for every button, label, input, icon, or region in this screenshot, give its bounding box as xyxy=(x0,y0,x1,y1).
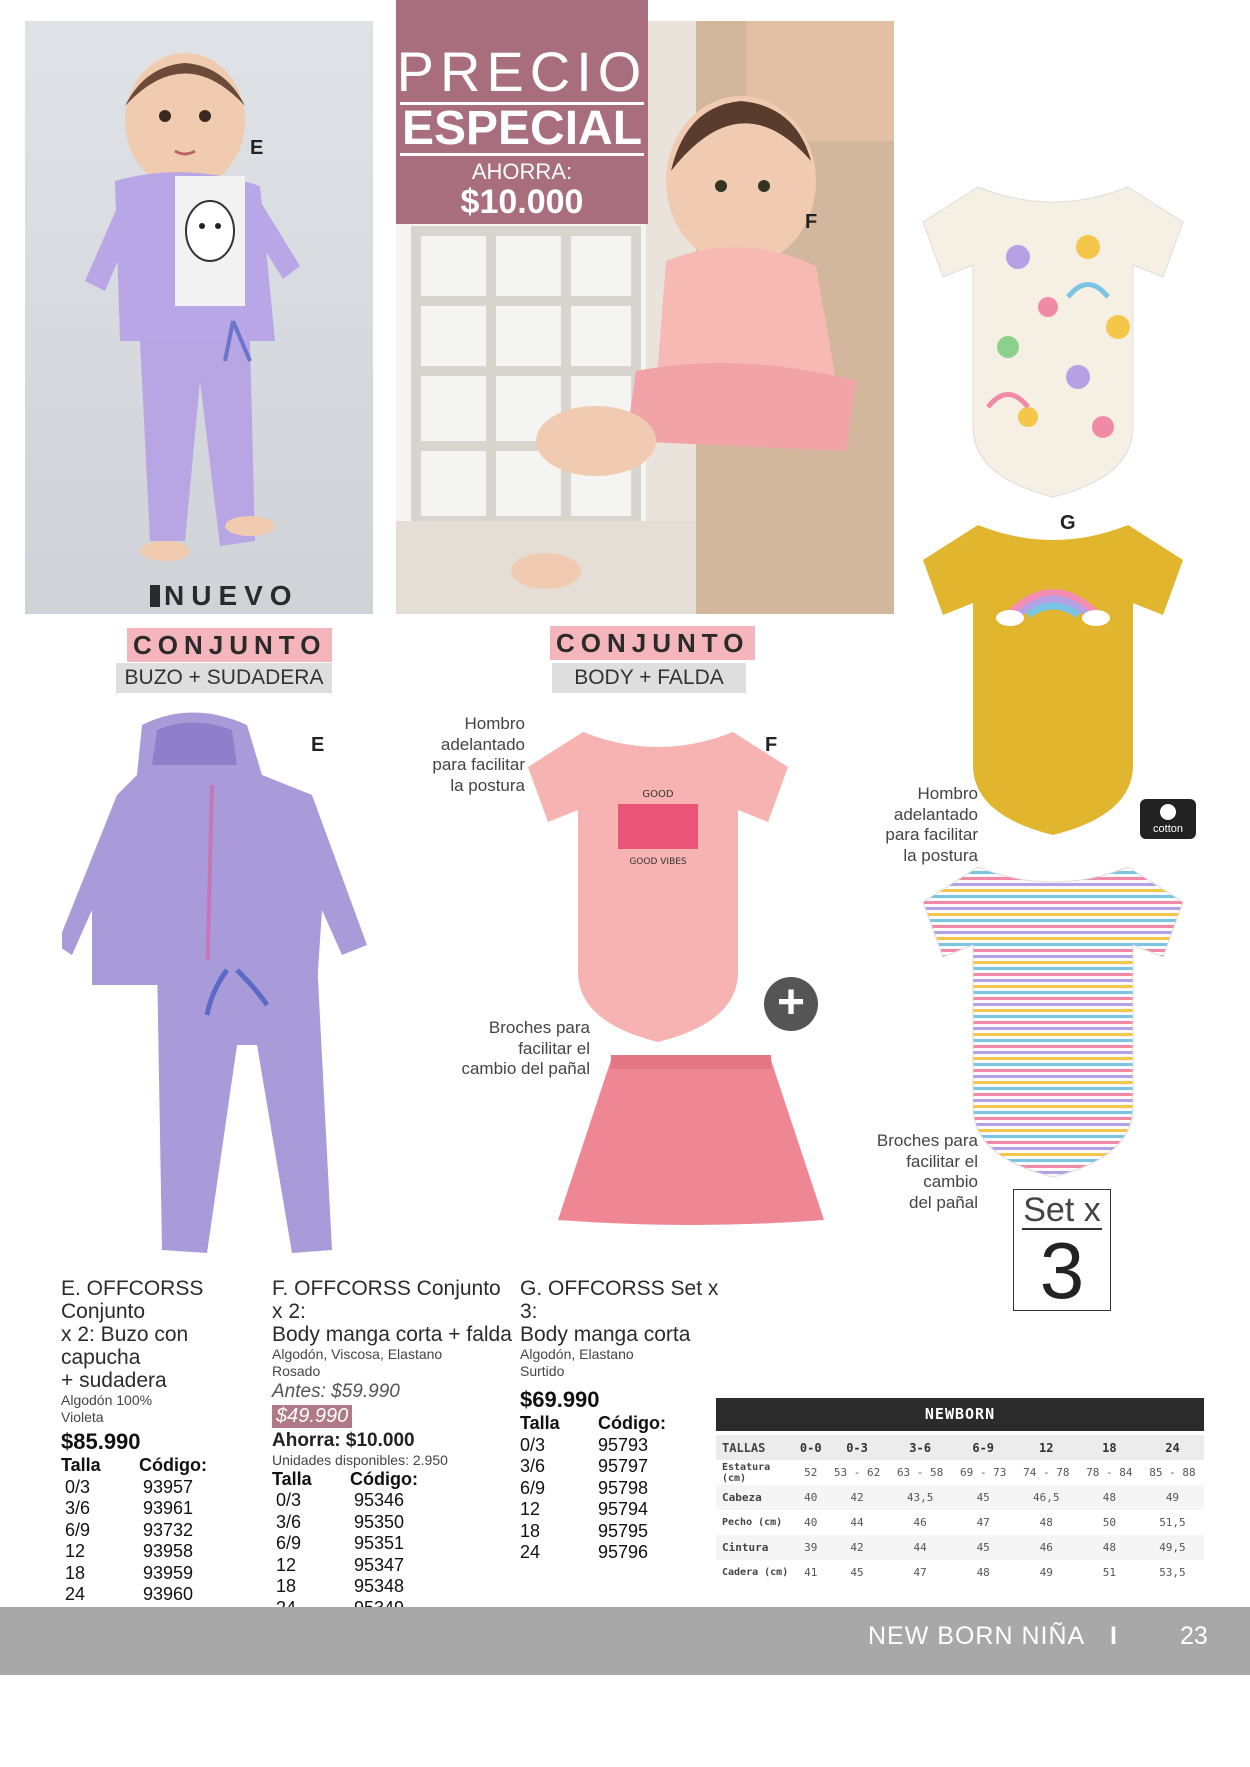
size-cell: 48 xyxy=(976,1566,990,1579)
note-line: Hombro xyxy=(917,784,978,803)
set-x3-badge xyxy=(1013,1189,1111,1315)
code-row xyxy=(272,1555,512,1577)
size-chart xyxy=(716,1398,1204,1585)
size-cell: 53,5 xyxy=(1159,1566,1186,1579)
product-f-title xyxy=(272,1277,512,1346)
hoodie-set-image xyxy=(62,705,382,1265)
note-line: para facilitar xyxy=(432,755,525,774)
size-cell: 41 xyxy=(804,1566,818,1579)
product-e-color: Violeta xyxy=(61,1408,104,1425)
set-x3-number: 3 xyxy=(1039,1226,1085,1315)
size-cell: 44 xyxy=(913,1541,927,1554)
size: 6/9 xyxy=(65,1519,91,1540)
product-g-price: $69.990 xyxy=(520,1387,600,1412)
size: 3/6 xyxy=(65,1498,91,1518)
size-chart-title: NEWBORN xyxy=(716,1398,1204,1431)
code: 95350 xyxy=(354,1511,405,1532)
code: 95796 xyxy=(598,1542,649,1562)
size-cell: 45 xyxy=(976,1541,990,1554)
size-cell: 50 xyxy=(1102,1516,1116,1529)
set-e-title: CONJUNTO xyxy=(127,628,332,662)
size-header-cell: 0-3 xyxy=(846,1440,868,1455)
svg-text:GOOD VIBES: GOOD VIBES xyxy=(629,857,687,867)
code-row xyxy=(272,1576,512,1598)
product-g-color: Surtido xyxy=(520,1362,565,1379)
product-title-line: x 2: Buzo con capucha xyxy=(61,1323,189,1369)
product-f-units: Unidades disponibles: 2.950 xyxy=(272,1452,448,1468)
plus-icon: + xyxy=(764,977,818,1031)
size-cell: 74 - 78 xyxy=(1023,1466,1070,1479)
codes-header xyxy=(272,1469,512,1491)
product-letter-f: F xyxy=(765,734,778,756)
note-line: adelantado xyxy=(893,804,978,824)
footer-separator: I xyxy=(1110,1622,1117,1650)
size: 18 xyxy=(276,1576,297,1596)
set-f-subtitle: BODY + FALDA xyxy=(552,663,746,693)
codigo-label: Código: xyxy=(139,1455,207,1475)
badge-line-ahorra: AHORRA: xyxy=(471,159,573,184)
codigo-label: Código: xyxy=(350,1468,418,1489)
note-line: cambio del pañal xyxy=(461,1059,590,1078)
code-row xyxy=(61,1584,266,1606)
badge-line-amount: $10.000 xyxy=(460,183,584,221)
code-row xyxy=(61,1520,266,1542)
size-cell: 51 xyxy=(1102,1566,1116,1579)
code-row xyxy=(272,1490,512,1512)
size-cell: 45 xyxy=(850,1566,864,1579)
size-chart-header-row xyxy=(716,1435,1204,1460)
size-header-cell: 24 xyxy=(1165,1440,1180,1455)
nuevo-text: NUEVO xyxy=(164,580,299,611)
size-cell: 40 xyxy=(804,1516,818,1529)
size-chart-row xyxy=(716,1535,1204,1560)
note-hombro-g xyxy=(860,784,978,866)
size-cell: 47 xyxy=(976,1516,990,1529)
size-cell: 46 xyxy=(913,1516,927,1529)
size-row-label: Estatura (cm) xyxy=(722,1461,771,1484)
size: 12 xyxy=(65,1541,86,1561)
code-row xyxy=(520,1478,720,1500)
code: 95794 xyxy=(598,1499,649,1519)
note-broches-g xyxy=(850,1131,978,1213)
baby-lilac-illustration xyxy=(25,21,373,614)
size-cell: 53 - 62 xyxy=(833,1466,881,1479)
size-cell: 40 xyxy=(804,1491,818,1504)
product-e-codes xyxy=(61,1455,266,1606)
size-chart-row xyxy=(716,1485,1204,1510)
code-row xyxy=(272,1512,512,1534)
product-f-codes xyxy=(272,1469,512,1620)
note-line: Broches para xyxy=(876,1131,978,1150)
code-row xyxy=(61,1563,266,1585)
size-cell: 78 - 84 xyxy=(1086,1466,1133,1479)
size-row-label: Cadera (cm) xyxy=(722,1567,789,1578)
size-cell: 45 xyxy=(976,1491,990,1504)
size-cell: 48 xyxy=(1102,1541,1116,1554)
size-row-label: Pecho (cm) xyxy=(722,1517,783,1528)
product-title-line: + sudadera xyxy=(61,1369,167,1392)
product-g-codes xyxy=(520,1413,720,1564)
code-row xyxy=(61,1498,266,1520)
size: 12 xyxy=(276,1554,297,1575)
talla-label: Talla xyxy=(61,1455,101,1475)
size-cell: 69 - 73 xyxy=(960,1466,1007,1479)
size-cell: 52 xyxy=(804,1466,818,1479)
size-chart-table xyxy=(716,1435,1204,1585)
code: 93959 xyxy=(143,1562,194,1583)
size: 3/6 xyxy=(520,1456,546,1476)
size-cell: 46 xyxy=(1039,1541,1053,1554)
cotton-flower-icon xyxy=(1160,804,1176,820)
product-g-info xyxy=(520,1277,720,1564)
size: 18 xyxy=(65,1562,86,1583)
size-cell: 49,5 xyxy=(1159,1541,1186,1554)
cotton-logo-text: cotton xyxy=(1153,823,1183,835)
size: 24 xyxy=(520,1542,541,1562)
size-header-cell: 6-9 xyxy=(972,1440,995,1455)
cotton-logo xyxy=(1140,799,1196,839)
size-cell: 85 - 88 xyxy=(1149,1466,1196,1479)
talla-label: Talla xyxy=(272,1468,312,1489)
code-row xyxy=(520,1521,720,1543)
product-title-line: Body manga corta xyxy=(520,1323,691,1346)
code-row xyxy=(61,1477,266,1499)
pink-bodysuit-image xyxy=(523,722,793,1052)
size-cell: 48 xyxy=(1102,1491,1116,1504)
size-cell: 46,5 xyxy=(1033,1491,1060,1504)
size: 18 xyxy=(520,1520,541,1541)
product-f-before-price: Antes: $59.990 xyxy=(272,1381,400,1402)
code-row xyxy=(520,1499,720,1521)
size: 0/3 xyxy=(520,1434,546,1455)
product-f-savings: Ahorra: $10.000 xyxy=(272,1430,415,1451)
code: 95346 xyxy=(354,1490,405,1510)
note-line: del pañal xyxy=(908,1192,978,1212)
product-title-line: F. OFFCORSS Conjunto x 2: xyxy=(272,1277,501,1323)
note-line: Broches para xyxy=(488,1018,590,1037)
code: 95793 xyxy=(598,1434,649,1455)
code-row xyxy=(61,1541,266,1563)
size-cell: 51,5 xyxy=(1159,1516,1186,1529)
size-cell: 49 xyxy=(1165,1491,1180,1504)
product-e-price: $85.990 xyxy=(61,1429,141,1454)
product-e-material: Algodón 100% xyxy=(61,1392,153,1408)
bodysuit-print-image xyxy=(918,177,1188,507)
badge-line-especial: ESPECIAL xyxy=(401,102,643,155)
size-cell: 43,5 xyxy=(906,1491,934,1504)
page-number: 23 xyxy=(1180,1622,1208,1650)
note-line: adelantado xyxy=(440,734,525,754)
badge-line-precio: PRECIO xyxy=(396,40,648,103)
note-line: la postura xyxy=(903,845,978,865)
footer-bar xyxy=(0,1607,1250,1675)
photo-letter-f: F xyxy=(805,211,818,233)
codes-header xyxy=(61,1455,266,1477)
size-cell: 44 xyxy=(850,1516,864,1529)
size: 6/9 xyxy=(520,1477,546,1498)
photo-letter-e: E xyxy=(250,137,264,159)
codes-header xyxy=(520,1413,720,1435)
size-cell: 42 xyxy=(850,1541,864,1554)
size: 12 xyxy=(520,1499,541,1519)
code: 93961 xyxy=(143,1498,194,1518)
product-e-info xyxy=(61,1277,266,1606)
size: 6/9 xyxy=(276,1533,302,1553)
size-row-label: Cabeza xyxy=(722,1491,762,1504)
photo-letter-g: G xyxy=(1060,512,1076,534)
svg-text:GOOD: GOOD xyxy=(642,789,674,800)
set-x3-label: Set x xyxy=(1023,1191,1101,1229)
code: 95347 xyxy=(354,1554,405,1575)
code: 93958 xyxy=(143,1541,194,1561)
code: 93732 xyxy=(143,1519,194,1540)
size-chart-row xyxy=(716,1510,1204,1535)
product-f-color: Rosado xyxy=(272,1362,321,1379)
product-title-line: E. OFFCORSS Conjunto xyxy=(61,1277,204,1323)
product-e-title xyxy=(61,1277,266,1392)
photo-baby-lilac xyxy=(25,21,373,614)
code: 93957 xyxy=(143,1476,194,1497)
code-row xyxy=(520,1456,720,1478)
set-e-subtitle: BUZO + SUDADERA xyxy=(116,663,332,693)
note-line: para facilitar xyxy=(885,825,978,844)
size-header-cell: TALLAS xyxy=(722,1440,766,1455)
note-line: facilitar el xyxy=(518,1038,590,1058)
size: 0/3 xyxy=(276,1490,302,1510)
product-f-material: Algodón, Viscosa, Elastano xyxy=(272,1346,443,1362)
code-row xyxy=(520,1542,720,1564)
size-row-label: Cintura xyxy=(722,1541,769,1554)
product-letter-e: E xyxy=(311,734,325,756)
product-title-line: G. OFFCORSS Set x 3: xyxy=(520,1277,719,1323)
product-title-line: Body manga corta + falda xyxy=(272,1323,512,1346)
code: 95795 xyxy=(598,1520,649,1541)
size-chart-row xyxy=(716,1560,1204,1585)
talla-label: Talla xyxy=(520,1413,560,1433)
special-price-badge xyxy=(396,0,648,224)
size-header-cell: 18 xyxy=(1102,1440,1117,1455)
size: 24 xyxy=(65,1584,86,1604)
code: 95351 xyxy=(354,1533,405,1553)
nuevo-label xyxy=(150,580,299,612)
size-cell: 49 xyxy=(1039,1566,1053,1579)
note-line: la postura xyxy=(450,775,525,795)
size: 0/3 xyxy=(65,1476,91,1497)
note-line: facilitar el xyxy=(906,1151,978,1171)
code: 95348 xyxy=(354,1576,405,1596)
size: 3/6 xyxy=(276,1511,302,1532)
code: 95797 xyxy=(598,1456,649,1476)
code: 95798 xyxy=(598,1477,649,1498)
note-line: Hombro xyxy=(464,714,525,733)
size-cell: 48 xyxy=(1039,1516,1053,1529)
size-cell: 63 - 58 xyxy=(896,1466,944,1479)
size-cell: 39 xyxy=(804,1541,818,1554)
product-g-material: Algodón, Elastano xyxy=(520,1346,634,1362)
codigo-label: Código: xyxy=(598,1413,666,1433)
size-header-cell: 0-0 xyxy=(799,1440,822,1455)
code: 93960 xyxy=(143,1584,194,1604)
code-row xyxy=(520,1435,720,1457)
code-row xyxy=(272,1533,512,1555)
nuevo-bar xyxy=(150,585,160,607)
product-f-price: $49.990 xyxy=(272,1405,352,1428)
set-f-title: CONJUNTO xyxy=(550,626,755,660)
size-chart-row xyxy=(716,1460,1204,1485)
note-line: cambio xyxy=(923,1172,978,1191)
footer-section: NEW BORN NIÑA xyxy=(868,1622,1086,1650)
pink-skirt-image xyxy=(556,1055,826,1225)
product-f-info xyxy=(272,1277,512,1619)
size-cell: 47 xyxy=(913,1566,927,1579)
note-broches-f xyxy=(440,1018,590,1080)
size-cell: 42 xyxy=(850,1491,864,1504)
size-header-cell: 3-6 xyxy=(909,1440,931,1455)
size-header-cell: 12 xyxy=(1039,1440,1054,1455)
product-g-title xyxy=(520,1277,720,1346)
note-hombro-f xyxy=(400,714,525,796)
